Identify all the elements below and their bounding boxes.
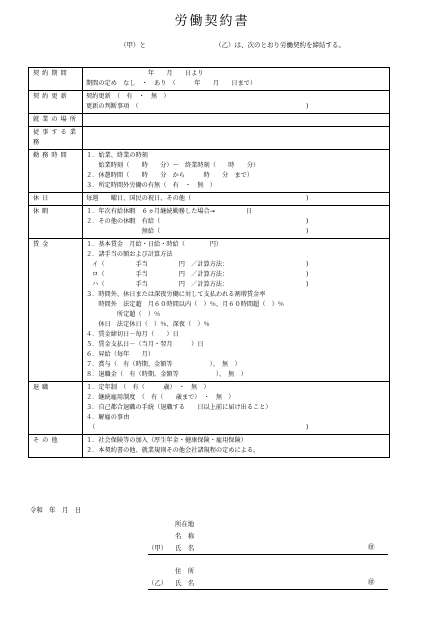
row-wages-line — [86, 320, 386, 330]
row-other-heading: その他 — [29, 435, 83, 458]
row-other-line — [86, 436, 386, 446]
row-retirement-line — [86, 393, 386, 403]
row-renewal-line — [86, 92, 386, 102]
row-holidays-closing-paren: ) — [306, 195, 309, 202]
row-retirement-content — [83, 382, 390, 435]
row-hours-line — [86, 181, 386, 191]
row-leave — [29, 206, 390, 239]
row-wages-line-text: イ（ 手当 円 ／計算方法： — [86, 261, 229, 268]
row-retirement-line-text: １．定年制 （ 有（ 歳） ・ 無 ） — [86, 384, 210, 391]
row-retirement — [29, 382, 390, 435]
row-retirement-line-text: ３．自己都合退職の手続（退職する 日以上前に届け出ること） — [86, 404, 272, 411]
intro-party-b: （乙）は、次のとおり労働契約を締結する。 — [215, 41, 345, 49]
row-other-content — [83, 435, 390, 458]
row-leave-content — [83, 206, 390, 239]
row-period-line — [86, 79, 386, 89]
party-b-name-label: 氏 名 — [175, 579, 195, 587]
row-wages-line — [86, 300, 386, 310]
row-wages-line-text: 所定超（ ）％ — [86, 311, 161, 318]
row-renewal-content — [83, 91, 390, 114]
row-hours-content — [83, 150, 390, 193]
row-leave-heading: 休暇 — [29, 206, 83, 239]
row-workplace — [29, 114, 390, 127]
row-wages-line-text: ８．退職金（ 有（時期、金額等 ）、 無 ） — [86, 371, 247, 378]
row-workplace-heading: 就業の場所 — [29, 114, 83, 127]
row-renewal — [29, 91, 390, 114]
row-retirement-line-text: ２．継続雇用制度 （ 有（ 歳まで） ・ 無 ） — [86, 394, 235, 401]
row-wages-line — [86, 310, 386, 320]
row-wages-heading: 賃金 — [29, 239, 83, 382]
row-holidays-line — [86, 194, 386, 204]
row-duties-heading: 従事する業務 — [29, 127, 83, 150]
row-renewal-line — [86, 102, 386, 112]
row-wages-closing-paren: ) — [306, 271, 309, 278]
row-period-heading: 契約期間 — [29, 68, 83, 91]
row-wages-line — [86, 240, 386, 250]
row-wages-line-text: １．基本賃金 月給・日給・時給（ 円） — [86, 241, 223, 248]
row-wages-closing-paren: ) — [306, 281, 309, 288]
intro-line — [120, 40, 345, 49]
row-wages-line — [86, 270, 386, 280]
row-retirement-line — [86, 383, 386, 393]
document-title: 労働契約書 — [174, 14, 250, 29]
row-wages-line-text: 休日 法定休日（ ）％、深夜（ ）％ — [86, 321, 210, 328]
row-wages-line-text: ロ（ 手当 円 ／計算方法： — [86, 271, 229, 278]
party-a-signature-line — [148, 554, 388, 555]
party-b-signature-line — [148, 589, 388, 590]
row-renewal-line-text: 契約更新 （ 有 ・ 無 ） — [86, 93, 170, 100]
row-period-line — [86, 69, 386, 79]
row-wages-content — [83, 239, 390, 382]
row-wages-line-text: ５．賃金支払日－（当月・翌月 ）日 — [86, 341, 204, 348]
party-b-label: （乙） — [148, 579, 168, 587]
row-hours-line-text: １．始業、終業の時刻 — [86, 152, 148, 159]
party-a-address-label: 所在地 — [175, 520, 195, 528]
row-wages-line — [86, 290, 386, 300]
intro-party-a: （甲）と — [120, 41, 146, 49]
row-wages-closing-paren: ) — [306, 261, 309, 268]
row-wages — [29, 239, 390, 382]
row-retirement-closing-paren: ) — [306, 424, 309, 431]
row-leave-line — [86, 227, 386, 237]
party-a-name-label: 氏 名 — [175, 544, 195, 552]
row-retirement-line-text: （ — [86, 424, 96, 431]
row-holidays-heading: 休日 — [29, 193, 83, 206]
row-hours-line — [86, 171, 386, 181]
row-wages-line — [86, 280, 386, 290]
row-hours-line-text: 始業時刻（ 時 分）～ 終業時刻（ 時 分） — [86, 162, 260, 169]
row-hours-line — [86, 161, 386, 171]
row-retirement-line-text: ４．解雇の事由 — [86, 414, 130, 421]
row-renewal-heading: 契約更新 — [29, 91, 83, 114]
row-retirement-line — [86, 413, 386, 423]
row-wages-line — [86, 360, 386, 370]
row-hours — [29, 150, 390, 193]
row-other — [29, 435, 390, 458]
row-wages-line — [86, 340, 386, 350]
row-wages-line-text: ３．時間外、休日または深夜労働に対して支払われる割増賃金率 — [86, 291, 266, 298]
row-duties — [29, 127, 390, 150]
party-a-seal-mark: ㊞ — [368, 543, 375, 551]
row-wages-line — [86, 250, 386, 260]
row-wages-line-text: ７．賞与（ 有（時期、金額等 ）、 無 ） — [86, 361, 241, 368]
party-a-company-label: 名 称 — [175, 532, 195, 540]
row-wages-line — [86, 350, 386, 360]
row-leave-line — [86, 217, 386, 227]
row-leave-line-text: １．年次有給休暇 ６ヵ月継続勤務した場合→ 日 — [86, 208, 253, 215]
row-leave-line — [86, 207, 386, 217]
row-period-line-text: 期間の定め なし ・ あり （ 年 月 日まで） — [86, 80, 257, 87]
row-hours-line-text: ３．所定時間外労働の有無（ 有 ・ 無 ） — [86, 182, 216, 189]
row-wages-line — [86, 370, 386, 380]
row-wages-line — [86, 260, 386, 270]
row-duties-content — [83, 127, 390, 150]
row-leave-line-text: ２．その他の休暇 有給（ — [86, 218, 161, 225]
row-holidays-line-text: 毎週 曜日、国民の祝日、その他（ — [86, 195, 192, 202]
party-b-address-label: 住 所 — [175, 567, 195, 575]
row-leave-line-text: 無給（ — [86, 228, 161, 235]
row-renewal-line-text: 更新の判断事項 （ — [86, 103, 139, 110]
row-period-content — [83, 68, 390, 91]
row-other-line-text: １．社会保険等の加入（厚生年金・健康保険・雇用保険） — [86, 437, 247, 444]
footer-date: 令和 年 月 日 — [30, 506, 82, 514]
row-hours-heading: 勤務時間 — [29, 150, 83, 193]
party-b-seal-mark: ㊞ — [368, 578, 375, 586]
row-duties-line — [86, 128, 386, 138]
row-leave-closing-paren: ) — [306, 218, 309, 225]
row-workplace-content — [83, 114, 390, 127]
row-retirement-heading: 退職 — [29, 382, 83, 435]
contract-table — [28, 67, 390, 458]
row-wages-line-text: ６．昇給（毎年 月） — [86, 351, 155, 358]
row-renewal-closing-paren: ) — [306, 103, 309, 110]
row-wages-line — [86, 330, 386, 340]
row-wages-line-text: ４．賃金締切日－毎月（ ）日 — [86, 331, 179, 338]
row-wages-line-text: 時間外 法定超 月６０時間以内（ ）％、月６０時間超（ ）％ — [86, 301, 284, 308]
row-wages-line-text: ２．諸手当の額および計算方法 — [86, 251, 173, 258]
row-other-line-text: ２．本契約書の他、就業規則その他会社諸規程の定めによる。 — [86, 447, 260, 454]
row-hours-line-text: ２．休憩時間（ 時 分 から 時 分 まで） — [86, 172, 254, 179]
row-holidays-content — [83, 193, 390, 206]
row-retirement-line — [86, 403, 386, 413]
row-hours-line — [86, 151, 386, 161]
row-workplace-line — [86, 115, 386, 125]
row-period-line-text: 年 月 日より — [86, 70, 204, 77]
row-wages-line-text: ハ（ 手当 円 ／計算方法： — [86, 281, 229, 288]
row-holidays — [29, 193, 390, 206]
row-retirement-line — [86, 423, 386, 433]
row-leave-closing-paren: ) — [306, 228, 309, 235]
row-period — [29, 68, 390, 91]
party-a-label: （甲） — [148, 544, 168, 552]
row-other-line — [86, 446, 386, 456]
